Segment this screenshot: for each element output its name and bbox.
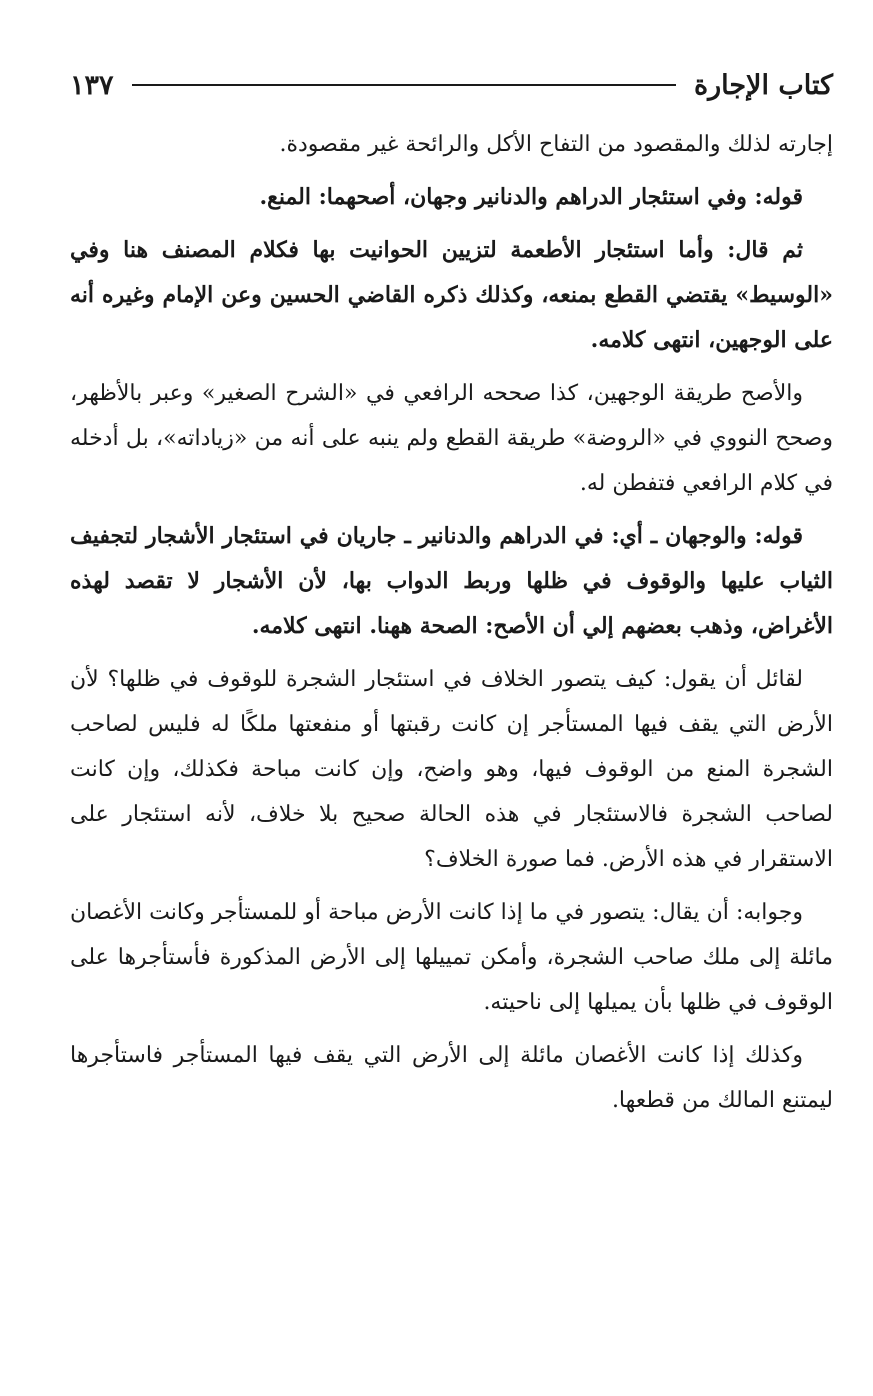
paragraph-6: لقائل أن يقول: كيف يتصور الخلاف في استئجار الشجرة للوقوف في ظلها؟ لأن الأرض التي يقف فيها المستأجر إن كانت رقبتها أو منفعتها ملكًا له فليس لصاحب الشجرة المنع من الوقوف فيها، وهو واضح، وإن كانت مباحة فكذلك، وإن كانت لصاحب الشجرة فالاستئجار في هذه الحالة صحيح بلا خلاف، لأنه استئجار على الاستقرار في هذه الأرض. فما صورة الخلاف؟: [70, 667, 833, 872]
header-rule: [132, 84, 676, 86]
book-page: [70, 60, 833, 1356]
paragraph-4: والأصح طريقة الوجهين، كذا صححه الرافعي في «الشرح الصغير» وعبر بالأظهر، وصحح النووي في «الروضة» طريقة القطع ولم ينبه على أنه من «زياداته»، بل أدخله في كلام الرافعي فتفطن له.: [70, 381, 833, 496]
page-number: ١٣٧: [70, 69, 114, 101]
chapter-title: كتاب الإجارة: [693, 69, 833, 101]
paragraph-7: وجوابه: أن يقال: يتصور في ما إذا كانت الأرض مباحة أو للمستأجر وكانت الأغصان مائلة إلى ملك صاحب الشجرة، وأمكن تمييلها إلى الأرض المذكورة فأستأجرها على الوقوف في ظلها بأن يميلها إلى ناحيته.: [70, 900, 833, 1015]
paragraph-5: قوله: والوجهان ـ أي: في الدراهم والدنانير ـ جاريان في استئجار الأشجار لتجفيف الثياب عليها والوقوف في ظلها وربط الدواب بها، لأن الأشجار لا تقصد لهذه الأغراض، وذهب بعضهم إلي أن الأصح: الصحة ههنا. انتهى كلامه.: [70, 523, 833, 639]
paragraph-3: ثم قال: وأما استئجار الأطعمة لتزيين الحوانيت بها فكلام المصنف هنا وفي «الوسيط» يقتضي القطع بمنعه، وكذلك ذكره القاضي الحسين وعن الإمام وغيره أنه على الوجهين، انتهى كلامه.: [70, 237, 833, 353]
paragraph-8: وكذلك إذا كانت الأغصان مائلة إلى الأرض التي يقف فيها المستأجر فاستأجرها ليمتنع المالك من قطعها.: [70, 1043, 833, 1113]
paragraph-1: إجارته لذلك والمقصود من التفاح الأكل والرائحة غير مقصودة.: [279, 132, 833, 157]
running-header: [70, 60, 833, 110]
page-body: [70, 122, 833, 1123]
paragraph-2: قوله: وفي استئجار الدراهم والدنانير وجهان، أصحهما: المنع.: [259, 184, 803, 210]
